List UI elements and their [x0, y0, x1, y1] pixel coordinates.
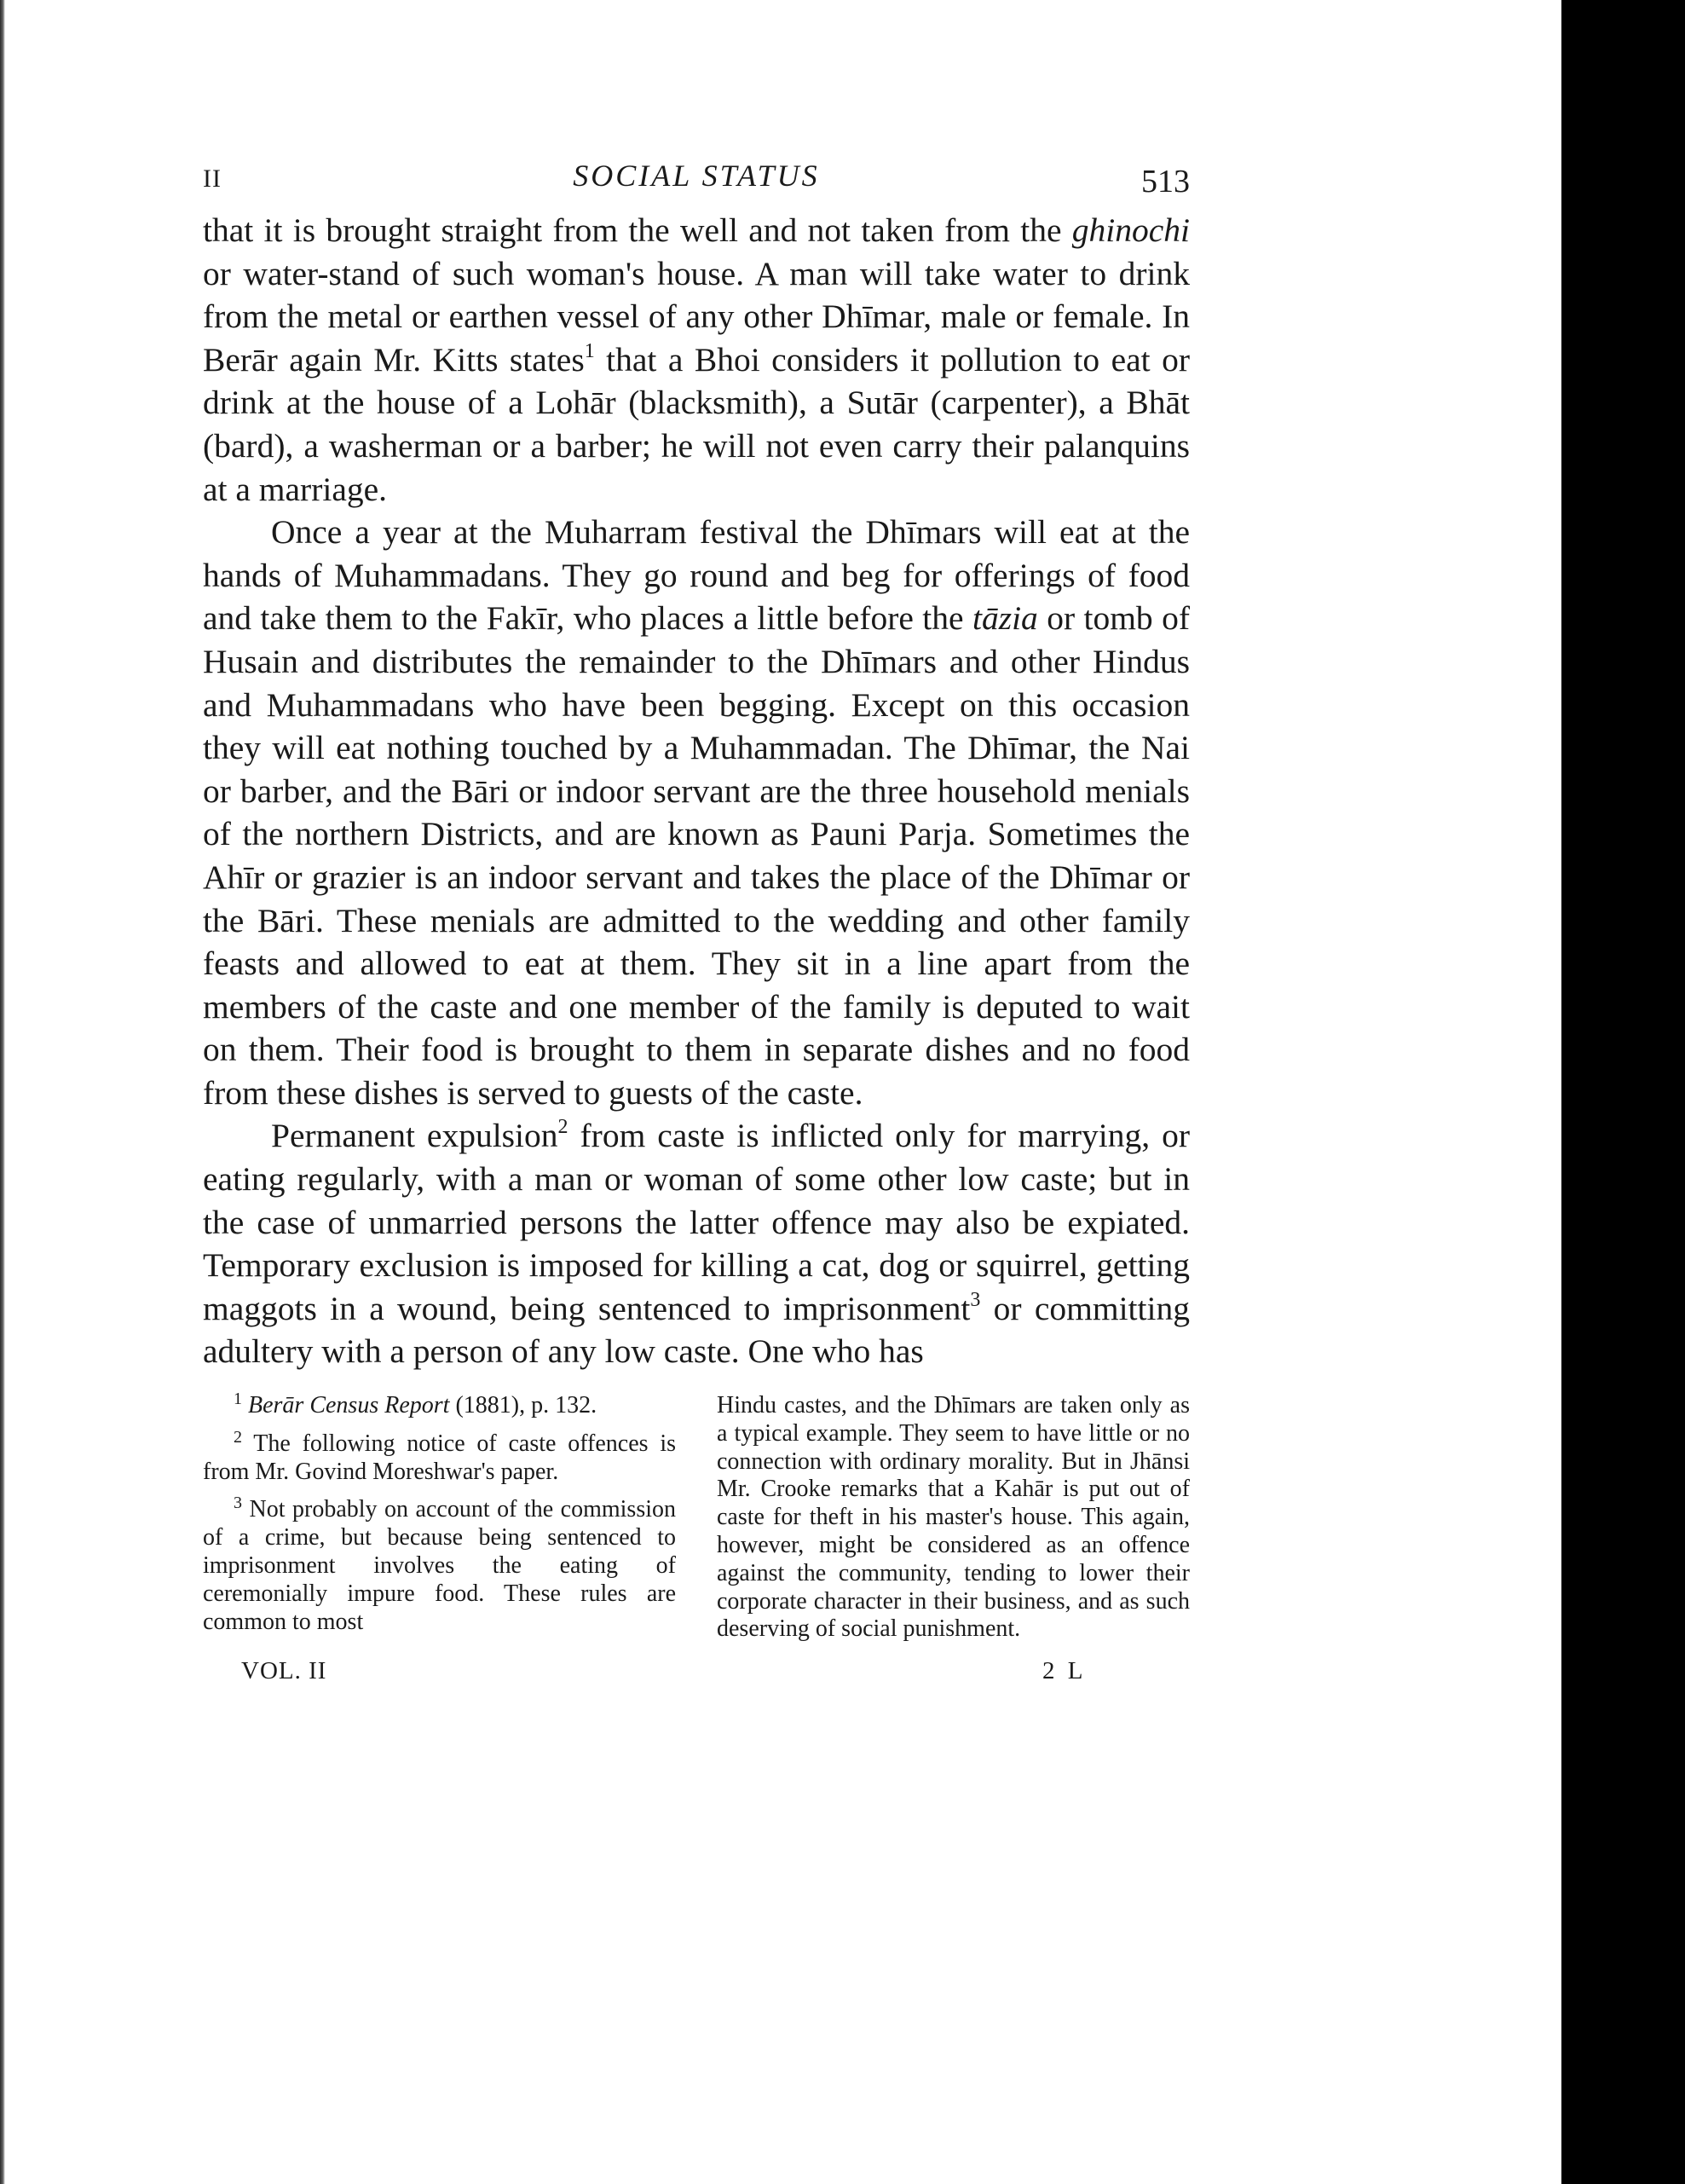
scan-black-margin — [1561, 0, 1685, 2184]
footnote-ref-1: 1 — [584, 339, 595, 362]
volume-mark: VOL. II — [241, 1657, 327, 1685]
footnote-ref-2: 2 — [557, 1116, 568, 1139]
footnote-3-continued: Hindu castes, and the Dhīmars are taken only as a typical example. They seem to have little or no connection with ordinary morality. But in Jhānsi Mr. Crooke remarks that a Kahār is put out of caste for theft in his master's house. This again, however, might be considered as an offence against the community, tending to lower their corporate character in their business, and as such deserving of social punishment. — [717, 1392, 1190, 1643]
footnote-mark: 1 — [234, 1390, 242, 1409]
running-head — [203, 158, 1190, 209]
page-number: 513 — [1141, 164, 1190, 199]
footnote-ref-3: 3 — [970, 1288, 981, 1311]
text-run: or committing adultery with a person of any low caste. One who has — [203, 1289, 1190, 1371]
paragraph-1 — [203, 209, 1190, 511]
italic-term: ghinochi — [1071, 211, 1190, 249]
chapter-number: II — [203, 165, 222, 193]
footnote-2 — [203, 1427, 676, 1487]
footnote-text: The following notice of caste offences is from Mr. Govind Moreshwar's paper. — [203, 1430, 676, 1485]
text-run: Permanent expulsion — [271, 1117, 558, 1155]
book-page — [203, 158, 1190, 1691]
footnote-text: Not probably on account of the commission of a crime, but because being sentenced to imprisonment involves the eating of ceremonially impure food. These rules are common to most — [203, 1496, 676, 1635]
footnote-title: Berār Census Report — [248, 1392, 450, 1419]
text-run: that a Bhoi considers it pollution to eat or drink at the house of a Lohār (blacksmith), a Sutār (carpenter), a Bhāt (bard), a washerman or a barber; he will not even carry their palanquins at a marriage. — [203, 340, 1190, 508]
text-run: or tomb of Husain and distributes the remainder to the Dhīmars and other Hindus and Muhammadans who have been begging. Except on this occasion they will eat nothing touched by a Muhammadan. The Dhīmar, the Nai or barber, and the Bāri or indoor servant are the three household menials of the northern Districts, and are known as Pauni Parja. Sometimes the Ahīr or grazier is an indoor servant and takes the place of the Dhīmar or the Bāri. These menials are admitted to the wedding and other family feasts and allowed to eat at them. They sit in a line apart from the members of the caste and one member of the family is deputed to wait on them. Their food is brought to them in separate dishes and no food from these dishes is served to guests of the caste. — [203, 599, 1190, 1112]
signature-line — [203, 1657, 1190, 1691]
paragraph-3 — [203, 1114, 1190, 1373]
body-text — [203, 209, 1190, 1373]
footnote-mark: 3 — [234, 1494, 242, 1513]
italic-term: tāzia — [972, 599, 1038, 638]
footnote-mark: 2 — [234, 1427, 242, 1447]
running-title: SOCIAL STATUS — [573, 159, 820, 193]
footnotes — [203, 1392, 1190, 1654]
scan-edge — [0, 0, 5, 2184]
footnote-column-right — [717, 1392, 1190, 1654]
gathering-mark: 2 L — [1042, 1657, 1087, 1685]
text-run: or water-stand of such woman's house. A man will take water to drink from the metal or earthen vessel of any other Dhīmar, male or female. In Berār again Mr. Kitts states — [203, 254, 1190, 378]
footnote-1 — [203, 1392, 676, 1420]
footnote-column-left — [203, 1392, 676, 1654]
text-run: from caste is inflicted only for marrying, or eating regularly, with a man or woman of some other low caste; but in the case of unmarried persons the latter offence may also be expiated. Temporary exclusion is imposed for killing a cat, dog or squirrel, getting maggots in a wound, being sentenced to imprisonment — [203, 1117, 1190, 1327]
paragraph-2 — [203, 511, 1190, 1114]
text-run: Once a year at the Muharram festival the Dhīmars will eat at the hands of Muhammadans. They go round and beg for offerings of food and take them to the Fakīr, who places a little before the — [203, 513, 1190, 638]
footnote-3 — [203, 1496, 676, 1636]
text-run: that it is brought straight from the well and not taken from the — [203, 211, 1072, 249]
footnote-text: (1881), p. 132. — [449, 1392, 597, 1419]
